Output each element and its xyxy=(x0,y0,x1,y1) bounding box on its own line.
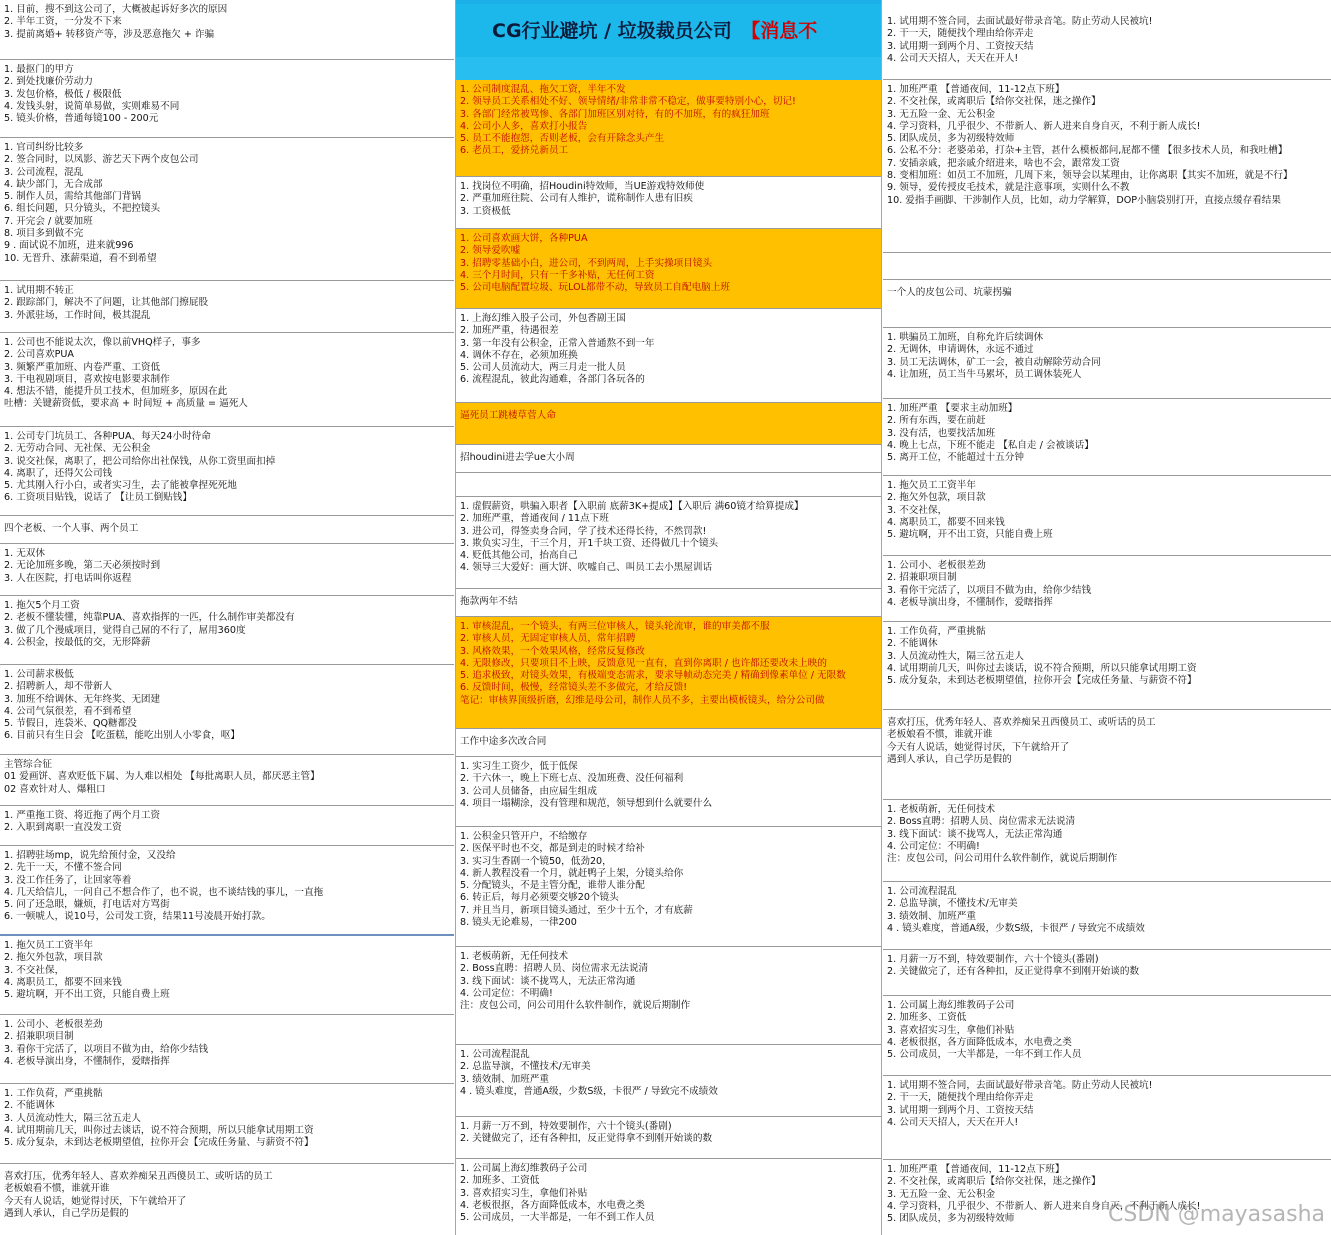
note-line: 3. 看你干完活了，以项目不做为由，给你少结钱 xyxy=(4,1043,209,1055)
note-line: 7. 开完会 / 就要加班 xyxy=(4,215,93,227)
note-line: 1. 公司也不能说太次，像以前VHQ样子，事多 xyxy=(4,337,201,348)
note-line: 6. 组长问题，只分镜头，不把控镜头 xyxy=(4,203,161,215)
note-line: 4. 离职员工，都要不回来钱 xyxy=(4,976,122,988)
note-line: 3. 员工无法调休，矿工一会，被自动解除劳动合同 xyxy=(887,356,1101,368)
note-line: 3. 第一年没有公积金，正常入普通熬不到一年 xyxy=(460,337,655,349)
note-line: 2. 无论加班多晚，第二天必须按时到 xyxy=(4,560,161,572)
note-line: 8. 项目多到做不完 xyxy=(4,228,84,240)
note-line: 2. 不能调休 xyxy=(4,1100,55,1112)
note-line: 2. 半年工资，一分发不下来 xyxy=(4,16,122,28)
company-note-block xyxy=(883,950,1331,996)
note-line: 4. 公积金，按最低的交，无形降薪 xyxy=(4,636,151,648)
note-line: 4. 无限修改，只要项目不上映，反馈意见一直有，直到你离职 / 也许都还要改未上映的 xyxy=(460,657,827,669)
note-line: 2. 加班严重，待遇很差 xyxy=(460,325,559,337)
page-title-main: CG行业避坑 / 垃圾裁员公司 xyxy=(492,20,732,42)
note-line: 5. 分配镜头，不是主管分配，谁带人谁分配 xyxy=(460,880,645,892)
company-note-block xyxy=(0,544,454,596)
note-line: 3. 绩效制、加班严重 xyxy=(887,910,976,922)
note-line: 4. 新人教程没看一个月，就赶鸭子上架，分镜头给你 xyxy=(460,867,684,879)
note-line: 1. 公司专门坑员工、各种PUA、每天24小时待命 xyxy=(4,431,211,442)
note-line: 今天有人说话，她觉得讨厌，下午就给开了 xyxy=(4,1195,187,1207)
note-line: 4. 试用期前几天，叫你过去谈话，说不符合预期，所以只能拿试用期工资 xyxy=(4,1124,314,1136)
note-line: 3. 无五险一金、无公积金 xyxy=(887,108,996,120)
note-line: 2. 不交社保，或离职后【给你交社保，迷之操作】 xyxy=(887,1176,1101,1188)
note-line: 5. 团队成员，多为初级特效师 xyxy=(887,133,1015,145)
note-line: 1. 审核混乱，一个镜头，有两三位审核人，镜头轮流审，谁的审美都不服 xyxy=(460,621,770,632)
company-note-block xyxy=(0,138,454,281)
note-line: 1. 最抠门的甲方 xyxy=(4,64,74,75)
note-line: 3. 加班不给调休、无年终奖、无团建 xyxy=(4,693,161,705)
note-line: 1. 试用期不签合同，去面试最好带录音笔。防止劳动人民被坑! xyxy=(887,16,1153,27)
note-line: 4 . 镜头难度，普通A级，少数S级，卡很严 / 导致完不成绩效 xyxy=(460,1085,718,1097)
company-note-block xyxy=(883,328,1331,399)
note-line: 5. 镜头价格，普通每镜100 - 200元 xyxy=(4,113,159,125)
note-line: 4. 发钱头射，说简单易做，实则难易不同 xyxy=(4,100,180,112)
note-line: 5. 制作人员，需给其他部门背锅 xyxy=(4,191,141,203)
note-line: 招houdini进去学ue大小周 xyxy=(460,452,575,463)
note-line: 3. 喜欢招实习生，拿他们补贴 xyxy=(887,1024,1015,1036)
company-note-block xyxy=(0,60,454,138)
note-line: 3. 进公司，得签卖身合同，学了技术还得长待，不然罚款! xyxy=(460,525,707,537)
note-line: 5. 问了还急眼，嫌烦，打电话对方骂街 xyxy=(4,899,170,911)
note-line: 遇到人承认，自己学历是假的 xyxy=(4,1207,129,1219)
note-line: 3. 喜欢招实习生，拿他们补贴 xyxy=(460,1187,588,1199)
note-line: 喜欢打压，优秀年轻人、喜欢养痴呆丑西傻员工、或听话的员工 xyxy=(4,1171,273,1182)
company-note-block xyxy=(0,806,454,846)
company-note-block xyxy=(883,556,1331,622)
note-line: 2. 签合同时，以凤影、游艺天下两个皮包公司 xyxy=(4,154,199,166)
note-line: 老板娘看不惯，谁就开谁 xyxy=(887,729,993,741)
company-note-block xyxy=(456,1159,881,1235)
note-line: 4. 老板很抠，各方面降低成本，水电费之类 xyxy=(460,1199,645,1211)
note-line: 5. 追求极致，对镜头效果，有极端变态需求，要求导帧动态完美 / 精确到像素单位 / 无限数 xyxy=(460,670,846,682)
note-line: 3. 试用期一到两个月、工资按天结 xyxy=(887,1104,1034,1116)
note-line: 4. 公司定位：不明确! xyxy=(460,987,553,999)
company-note-block xyxy=(883,80,1331,253)
header-strip xyxy=(456,57,881,80)
note-line: 3. 线下面试：谈不拢骂人，无法正常沟通 xyxy=(887,828,1063,840)
note-line: 4. 缺少部门，无合成部 xyxy=(4,178,103,190)
note-line: 5. 团队成员，多为初级特效师 xyxy=(887,1213,1015,1225)
company-note-block xyxy=(456,947,881,1045)
note-line: 6. 一顿唬人，说10号，公司发工资，结果11号凌晨开始打款。 xyxy=(4,911,271,923)
note-line: 3. 外派驻场，工作时间，极其混乱 xyxy=(4,309,151,321)
note-line: 1. 找岗位不明确，招Houdini特效师，当UE游戏特效师使 xyxy=(460,181,705,192)
note-line: 2. 招兼职项目制 xyxy=(887,572,957,584)
note-line: 3. 公司人员储备，由应届生组成 xyxy=(460,785,597,797)
note-line: 2. 审核人员，无固定审核人员，常年招聘 xyxy=(460,633,636,645)
note-line: 10. 无晋升、涨薪渠道，看不到希望 xyxy=(4,252,157,264)
company-note-block xyxy=(883,996,1331,1076)
note-line: 5. 避坑啊，开不出工资，只能自费上班 xyxy=(887,529,1053,541)
note-line: 3. 风格效果，一个效果风格，经常反复修改 xyxy=(460,645,645,657)
note-line: 8. 变相加班：如员工不加班，几周下来，领导会以某理由，让你离职【其实不加班，就是不行】 xyxy=(887,170,1293,182)
note-line: 注：皮包公司，问公司用什么软件制作，就说后期制作 xyxy=(887,853,1118,865)
page-title xyxy=(456,4,881,57)
note-line: 01 爱画饼、喜欢贬低下属、为人难以相处 【每批离职人员，都厌恶主管】 xyxy=(4,771,320,783)
note-line: 1. 拖欠员工工资半年 xyxy=(4,940,93,951)
note-line: 02 喜欢针对人、爆粗口 xyxy=(4,783,106,795)
company-note-block xyxy=(0,936,454,1015)
note-line: 7. 安插亲戚，把亲戚介绍进来，啥也不会，跟常发工资 xyxy=(887,157,1120,169)
header-banner xyxy=(456,0,881,80)
note-line: 3. 频繁严重加班、内卷严重、工资低 xyxy=(4,361,161,373)
note-line: 6. 老员工，爱挤兑新员工 xyxy=(460,145,569,157)
note-line: 1. 公积金只管开户，不给缴存 xyxy=(460,831,588,842)
note-line: 3. 招聘零基础小白，进公司，不到两周，上手实操项目镜头 xyxy=(460,257,713,269)
company-note-block xyxy=(456,445,881,473)
company-note-block xyxy=(883,882,1331,950)
note-line: 6. 目前只有生日会 【吃蛋糕，能吃出别人小零食，呕】 xyxy=(4,730,240,742)
right-column xyxy=(883,0,1331,1235)
note-line: 1. 老板萌新，无任何技术 xyxy=(460,951,569,962)
note-line: 2. 公司喜欢PUA xyxy=(4,349,74,361)
note-line: 5. 公司人员流动大，两三月走一批人员 xyxy=(460,362,626,374)
note-line: 4. 老板导演出身，不懂制作，爱瞎指挥 xyxy=(887,596,1053,608)
company-note-block xyxy=(456,80,881,177)
note-line: 4. 公司定位：不明确! xyxy=(887,840,980,852)
note-line: 2. 先干一天，不懂不签合同 xyxy=(4,862,122,874)
note-line: 1. 公司属上海幻维教码子公司 xyxy=(887,1000,1015,1011)
company-note-block xyxy=(883,12,1331,80)
note-line: 2. 总监导演，不懂技术/无审美 xyxy=(460,1061,591,1073)
company-note-block xyxy=(0,665,454,755)
company-note-block xyxy=(456,757,881,827)
note-line: 1. 公司喜欢画大饼，各种PUA xyxy=(460,233,588,244)
note-line: 2. 不交社保，或离职后【给你交社保，迷之操作】 xyxy=(887,96,1101,108)
note-line: 1. 公司流程混乱 xyxy=(887,886,957,897)
note-line: 10. 爱指手画脚、干涉制作人员，比如，动力学解算，DOP小脑袋别打开，直接点缓存看结果 xyxy=(887,194,1281,206)
note-line: 1. 公司制度混乱、拖欠工资，半年不发 xyxy=(460,84,626,95)
note-line: 4. 离职员工，都要不回来钱 xyxy=(887,516,1005,528)
note-line: 3. 提前离婚+ 转移资产等，涉及恶意拖欠 + 诈骗 xyxy=(4,28,215,40)
note-line: 1. 公司薪求极低 xyxy=(4,669,74,680)
note-line: 5. 公司成员，一大半都是，一年不到工作人员 xyxy=(887,1049,1082,1061)
note-line: 4. 公司天天招人，天天在开人! xyxy=(887,1116,1019,1128)
note-line: 4. 老板很抠，各方面降低成本，水电费之类 xyxy=(887,1036,1072,1048)
note-line: 3. 说交社保，离职了，把公司给你出社保钱，从你工资里面扣掉 xyxy=(4,455,276,467)
note-line: 3. 不交社保， xyxy=(887,504,948,516)
note-line: 5. 避坑啊，开不出工资，只能自费上班 xyxy=(4,989,170,1001)
company-note-block xyxy=(456,177,881,229)
note-line: 2. 加班严重，普通夜间 / 11点下班 xyxy=(460,513,609,525)
note-line: 逼死员工跳楼草菅人命 xyxy=(460,410,556,421)
company-note-block xyxy=(883,710,1331,800)
note-line: 老板娘看不惯，谁就开谁 xyxy=(4,1183,110,1195)
note-line: 1. 实习生工资少，低于低保 xyxy=(460,761,578,772)
note-line: 1. 目前，搜不到这公司了，大概被起诉好多次的原因 xyxy=(4,4,228,15)
watermark: CSDN @mayasasha xyxy=(1108,1202,1325,1227)
company-note-block xyxy=(456,229,881,309)
note-line: 1. 试用期不签合同，去面试最好带录音笔。防止劳动人民被坑! xyxy=(887,1080,1153,1091)
company-note-block xyxy=(0,1164,454,1235)
note-line: 3. 发包价格，极低 / 极限低 xyxy=(4,88,122,100)
note-line: 一个人的皮包公司、坑蒙拐骗 xyxy=(887,287,1012,298)
note-line: 工作中途多次改合同 xyxy=(460,736,547,747)
note-line: 3. 不交社保， xyxy=(4,964,65,976)
note-line: 1. 公司属上海幻维教码子公司 xyxy=(460,1163,588,1174)
note-line: 拖款两年不结 xyxy=(460,596,518,607)
note-line: 3. 实习生香剧一个镜50，低劲20， xyxy=(460,855,612,867)
note-line: 2. 领导爱吹嘘 xyxy=(460,245,521,257)
note-line: 6. 转正后，每月必须要交够20个镜头 xyxy=(460,892,619,904)
note-line: 3. 没有活，也要找活加班 xyxy=(887,427,996,439)
note-line: 2. 关键做完了，还有各种扣，反正觉得拿不到刚开始谈的数 xyxy=(460,1133,713,1145)
note-line: 1. 工作负荷，严重挑骷 xyxy=(4,1088,103,1099)
company-note-block xyxy=(883,622,1331,710)
note-line: 3. 无五险一金、无公积金 xyxy=(887,1188,996,1200)
note-line: 2. 领导员工关系相处不好、领导情绪/非常非常不稳定，做事要特别小心，切记! xyxy=(460,96,796,108)
note-line: 2. 到处找廉价劳动力 xyxy=(4,76,93,88)
note-line: 3. 线下面试：谈不拢骂人，无法正常沟通 xyxy=(460,975,636,987)
note-line: 2. 招兼职项目制 xyxy=(4,1031,74,1043)
note-line: 4. 学习资料，几乎很少、不带新人、新人进来自身自灭，不利于新人成长! xyxy=(887,1200,1201,1212)
note-line: 3. 绩效制、加班严重 xyxy=(460,1073,549,1085)
note-line: 1. 试用期不转正 xyxy=(4,285,74,296)
note-line: 4. 贬低其他公司，抬高自己 xyxy=(460,550,578,562)
note-line: 5. 成分复杂，未到达老板期望值，拉你开会【完成任务量、与薪资不符】 xyxy=(4,1137,314,1149)
note-line: 4. 调休不存在，必须加班换 xyxy=(460,349,578,361)
note-line: 2. 总监导演，不懂技术/无审美 xyxy=(887,898,1018,910)
note-line: 9. 领导，爱传授皮毛技术，就是注意事项，实则什么不教 xyxy=(887,182,1130,194)
note-line: 4. 公司小人多，喜欢打小报告 xyxy=(460,120,588,132)
note-line: 1. 拖欠员工工资半年 xyxy=(887,480,976,491)
note-line: 5. 离开工位，不能超过十五分钟 xyxy=(887,452,1024,464)
note-line: 3. 试用期一到两个月、工资按天结 xyxy=(887,40,1034,52)
note-line: 4 . 镜头难度，普通A级，少数S级，卡很严 / 导致完不成绩效 xyxy=(887,922,1145,934)
note-line: 1. 哄骗员工加班，自称允许后续调休 xyxy=(887,332,1044,343)
note-line: 2. 关键做完了，还有各种扣，反正觉得拿不到刚开始谈的数 xyxy=(887,966,1140,978)
note-line: 6. 流程混乱，彼此沟通难，各部门各玩各的 xyxy=(460,374,645,386)
note-line: 6. 工资项目贴钱，说话了 【让员工倒贴钱】 xyxy=(4,492,192,504)
note-line: 3. 干电视剧项目，喜欢按电影要求制作 xyxy=(4,373,170,385)
note-line: 2. Boss直聘：招聘人员、岗位需求无法说清 xyxy=(887,816,1076,828)
middle-column xyxy=(455,0,882,1235)
company-note-block xyxy=(0,1015,454,1084)
note-line: 2. 干六休一，晚上下班七点、没加班费、没任何福利 xyxy=(460,773,684,785)
note-line: 笔记：审核界顶级折磨，幻维是母公司，制作人员不多，主要出模板镜头，给分公司做 xyxy=(460,694,825,706)
note-line: 2. 干一天，随便找个理由给你弄走 xyxy=(887,28,1034,40)
note-line: 4. 公司气氛很差，看不到希望 xyxy=(4,705,132,717)
note-line: 4. 公司天天招人，天天在开人! xyxy=(887,52,1019,64)
company-note-block xyxy=(0,0,454,60)
note-line: 2. 招聘新人，却不带新人 xyxy=(4,681,113,693)
company-note-block xyxy=(0,427,454,516)
note-line: 1. 公司流程混乱 xyxy=(460,1049,530,1060)
note-line: 主管综合征 xyxy=(4,759,52,770)
note-line: 注：皮包公司，问公司用什么软件制作，就说后期制作 xyxy=(460,1000,691,1012)
company-note-block xyxy=(456,589,881,617)
note-line: 5. 成分复杂，未到达老板期望值，拉你开会【完成任务量、与薪资不符】 xyxy=(887,675,1197,687)
note-line: 2. 加班多、工资低 xyxy=(460,1175,540,1187)
company-note-block xyxy=(883,476,1331,556)
company-note-block xyxy=(0,755,454,806)
note-line: 喜欢打压，优秀年轻人、喜欢养痴呆丑西傻员工、或听话的员工 xyxy=(887,717,1156,728)
page-title-red: 【消息不 xyxy=(750,20,818,42)
note-line: 3. 看你干完活了，以项目不做为由，给你少结钱 xyxy=(887,584,1092,596)
note-line: 5. 公司电脑配置垃圾、玩LOL都带不动，导致员工自配电脑上班 xyxy=(460,282,730,294)
note-line: 3. 人员流动性大，隔三岔五走人 xyxy=(887,650,1024,662)
note-line: 1. 官司纠纷比较多 xyxy=(4,142,84,153)
note-line: 1. 上海幻维入股子公司，外包香剧王国 xyxy=(460,313,626,324)
note-line: 四个老板、一个人事、两个员工 xyxy=(4,523,139,534)
company-note-block xyxy=(0,516,454,544)
note-line: 5. 员工不能抱怨，否则老板，会有开除念头产生 xyxy=(460,133,665,145)
note-line: 3. 人员流动性大，隔三岔五走人 xyxy=(4,1112,141,1124)
note-line: 4. 学习资料，几乎很少、不带新人、新人进来自身自灭，不利于新人成长! xyxy=(887,120,1201,132)
company-note-block xyxy=(456,617,881,729)
company-note-block xyxy=(0,846,454,936)
note-line: 2. 跟踪部门，解决不了问题，让其他部门擦屁股 xyxy=(4,297,209,309)
note-line: 4. 离职了，还得欠公司钱 xyxy=(4,467,113,479)
note-line: 4. 让加班，员工当牛马累坏，员工调休装死人 xyxy=(887,368,1082,380)
note-line: 7. 并且当月，新项目镜头通过，至少十五个，才有底薪 xyxy=(460,904,693,916)
note-line: 3. 做了几个漫威项目，觉得自己屌的不行了，屌用360度 xyxy=(4,624,246,636)
company-note-block xyxy=(0,1084,454,1164)
note-line: 1. 公司小、老板很差劲 xyxy=(887,560,986,571)
company-note-block xyxy=(456,827,881,947)
note-line: 4. 想法不错，能提升员工技术，但加班多，原因在此 xyxy=(4,386,228,398)
company-note-block xyxy=(0,281,454,333)
note-line: 5. 节假日，连袋米、QQ糖都没 xyxy=(4,718,137,730)
note-line: 4. 试用期前几天，叫你过去谈话，说不符合预期，所以只能拿试用期工资 xyxy=(887,662,1197,674)
note-line: 3. 欺负实习生，干三个月，开1千块工资、还得做几十个镜头 xyxy=(460,537,719,549)
note-line: 2. 拖欠外包款，项目款 xyxy=(4,952,103,964)
company-note-block xyxy=(883,1076,1331,1160)
company-note-block xyxy=(456,403,881,445)
note-line: 3. 公司流程，混乱 xyxy=(4,166,84,178)
company-note-block xyxy=(0,596,454,665)
note-line: 2. 加班多、工资低 xyxy=(887,1012,967,1024)
company-note-block xyxy=(0,333,454,427)
company-note-block xyxy=(456,729,881,757)
note-line: 1. 老板萌新，无任何技术 xyxy=(887,804,996,815)
company-note-block xyxy=(456,497,881,589)
note-line: 2. 入职到离职一直没发工资 xyxy=(4,822,122,834)
note-line: 1. 无双休 xyxy=(4,548,45,559)
company-note-block xyxy=(883,253,1331,280)
note-line: 2. 拖欠外包款，项目款 xyxy=(887,492,986,504)
note-line: 4. 老板导演出身，不懂制作，爱瞎指挥 xyxy=(4,1055,170,1067)
note-line: 2. 老板不懂装懂，纯靠PUA、喜欢指挥的一匹，什么制作审美都没有 xyxy=(4,612,295,624)
note-line: 8. 镜头无论难易，一律200 xyxy=(460,917,577,929)
note-line: 4. 晚上七点，下班不能走 【私自走 / 会被谈话】 xyxy=(887,439,1094,451)
company-note-block xyxy=(456,309,881,403)
note-line: 今天有人说话，她觉得讨厌，下午就给开了 xyxy=(887,741,1070,753)
note-line: 2. 干一天，随便找个理由给你弄走 xyxy=(887,1092,1034,1104)
note-line: 1. 加班严重 【普通夜间，11-12点下班】 xyxy=(887,84,1065,95)
note-line: 2. 医保平时也不交，都是到走的时候才给补 xyxy=(460,843,645,855)
note-line: 遇到人承认，自己学历是假的 xyxy=(887,753,1012,765)
note-line: 1. 加班严重 【普通夜间，11-12点下班】 xyxy=(887,1164,1065,1175)
note-line: 1. 月薪一万不到，特效要制作，六十个镜头(番剧) xyxy=(887,954,1099,965)
company-note-block xyxy=(883,399,1331,476)
note-line: 2. 不能调休 xyxy=(887,638,938,650)
note-line: 3. 各部门经常被骂惨、各部门加班区别对待，有的不加班，有的疯狂加班 xyxy=(460,108,770,120)
note-line: 3. 工资极低 xyxy=(460,205,511,217)
company-note-block xyxy=(456,1045,881,1117)
note-line: 4. 项目一塌糊涂，没有管理和规范，领导想到什么就要什么 xyxy=(460,797,713,809)
note-line: 9 . 面试说不加班，进来就996 xyxy=(4,240,134,252)
note-line: 1. 加班严重 【要求主动加班】 xyxy=(887,403,1018,414)
company-note-block xyxy=(456,1117,881,1159)
note-line: 2. 严重加班往院、公司有人维护，谎称制作人患有旧疾 xyxy=(460,193,693,205)
note-line: 吐槽：关键薪资低，要求高 + 时间短 + 高质量 = 逼死人 xyxy=(4,398,248,410)
note-line: 1. 拖欠5个月工资 xyxy=(4,600,80,611)
note-line: 5. 尤其刚入行小白，或者实习生，去了能被拿捏死死地 xyxy=(4,480,237,492)
company-note-block xyxy=(456,473,881,497)
note-line: 3. 人在医院，打电话叫你返程 xyxy=(4,572,132,584)
note-line: 4. 三个月时间，只有一千多补贴，无任何工资 xyxy=(460,269,655,281)
note-line: 1. 招聘驻场mp，说先给预付金，又没给 xyxy=(4,850,176,861)
note-line: 4. 几天给信儿，一问自己不想合作了，也不说，也不谈结钱的事儿，一直拖 xyxy=(4,886,324,898)
note-line: 1. 工作负荷，严重挑骷 xyxy=(887,626,986,637)
note-line: 1. 虚假薪资，哄骗入职者【入职前 底薪3K+提成】【入职后 满60镜才给算提成】 xyxy=(460,501,804,512)
note-line: 6. 反馈时间，极慢，经常镜头差不多做完，才给反馈! xyxy=(460,682,688,694)
note-line: 2. 所有东西，要在前赶 xyxy=(887,415,986,427)
note-line: 2. Boss直聘：招聘人员、岗位需求无法说清 xyxy=(460,963,649,975)
left-column xyxy=(0,0,454,1235)
note-line: 4. 领导三大爱好：画大饼、吹嘘自己、叫员工去小黑屋训话 xyxy=(460,562,713,574)
company-note-block xyxy=(883,800,1331,882)
note-line: 1. 严重拖工资、将近拖了两个月工资 xyxy=(4,810,161,821)
company-note-block xyxy=(883,280,1331,328)
note-line: 1. 月薪一万不到，特效要制作，六十个镜头(番剧) xyxy=(460,1121,672,1132)
note-line: 2. 无调休，申请调休，永远不通过 xyxy=(887,344,1034,356)
note-line: 1. 公司小、老板很差劲 xyxy=(4,1019,103,1030)
note-line: 3. 没工作任务了，让回家等着 xyxy=(4,874,132,886)
note-line: 6. 公私不分：老婆弟弟，打杂+主管，甚什么模板都问,屁都不懂 【很多技术人员，和我吐槽】 xyxy=(887,145,1288,157)
note-line: 2. 无劳动合同、无社保、无公积金 xyxy=(4,443,151,455)
note-line: 5. 公司成员，一大半都是，一年不到工作人员 xyxy=(460,1212,655,1224)
